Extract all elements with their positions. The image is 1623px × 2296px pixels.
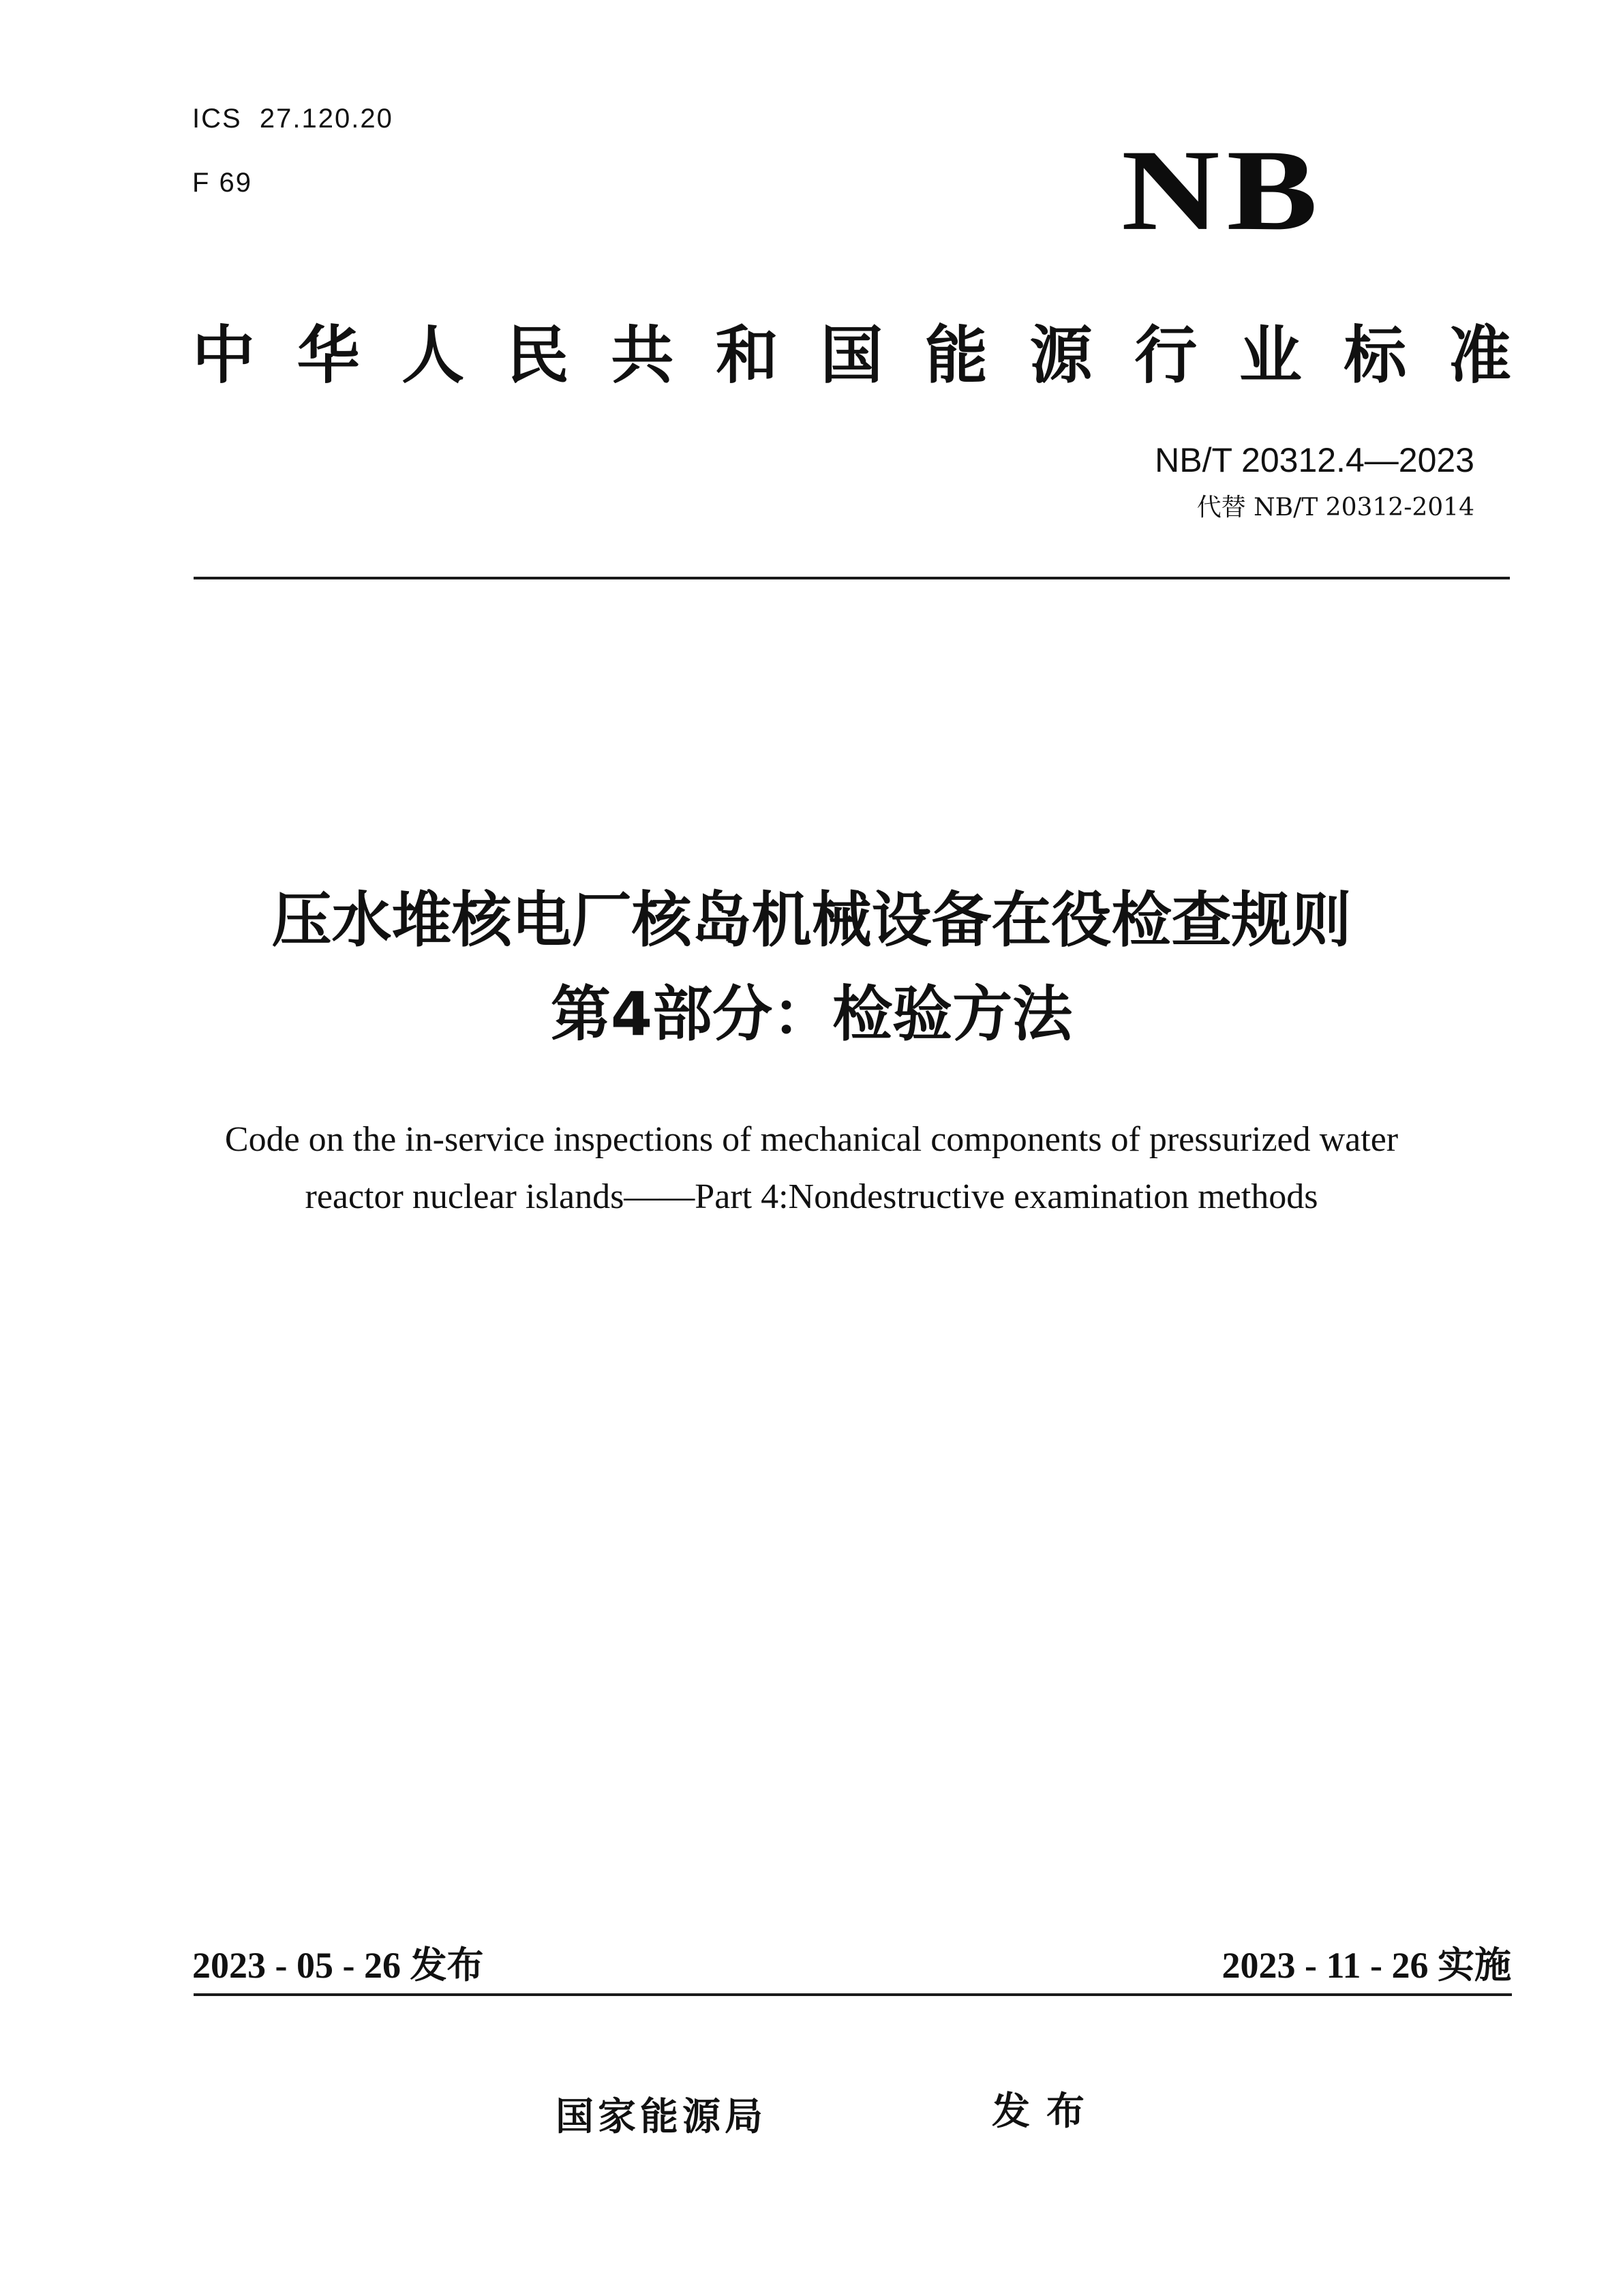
replaces-standard: 代替 NB/T 20312-2014 [1196, 494, 1474, 522]
ccs-code: F 69 [192, 168, 253, 198]
issued-label: 发布 [992, 2089, 1101, 2134]
issuing-authority: 国家能源局 [556, 2095, 767, 2139]
header-char: 准 [1448, 319, 1511, 392]
ics-code: ICS 27.120.20 [192, 104, 393, 134]
header-char: 行 [1134, 319, 1198, 392]
header-char: 人 [401, 319, 465, 392]
header-char: 能 [925, 319, 988, 392]
standard-category-header [192, 315, 1511, 397]
header-char: 源 [1029, 319, 1093, 392]
title-chinese-line-1: 压水堆核电厂核岛机械设备在役检查规则 [271, 885, 1352, 955]
implementation-date: 2023 - 11 - 26 实施 [1222, 1945, 1511, 1986]
title-english-line-2: reactor nuclear islands——Part 4:Nondestructive examination methods [305, 1177, 1318, 1216]
header-char: 和 [715, 319, 778, 392]
header-char: 业 [1239, 319, 1302, 392]
footer-divider [194, 1993, 1512, 1996]
nb-logo: NB [1121, 126, 1324, 255]
issue-date: 2023 - 05 - 26 发布 [192, 1945, 484, 1986]
header-char: 共 [611, 319, 674, 392]
header-char: 国 [820, 319, 883, 392]
header-divider [194, 577, 1510, 579]
title-english-line-1: Code on the in-service inspections of mechanical components of pressurized water [224, 1120, 1399, 1159]
header-char: 民 [506, 319, 569, 392]
standard-number: NB/T 20312.4—2023 [1155, 441, 1474, 479]
header-char: 华 [297, 319, 360, 392]
title-chinese-line-2: 第4部分：检验方法 [550, 979, 1073, 1049]
header-char: 标 [1344, 319, 1407, 392]
header-char: 中 [192, 319, 256, 392]
